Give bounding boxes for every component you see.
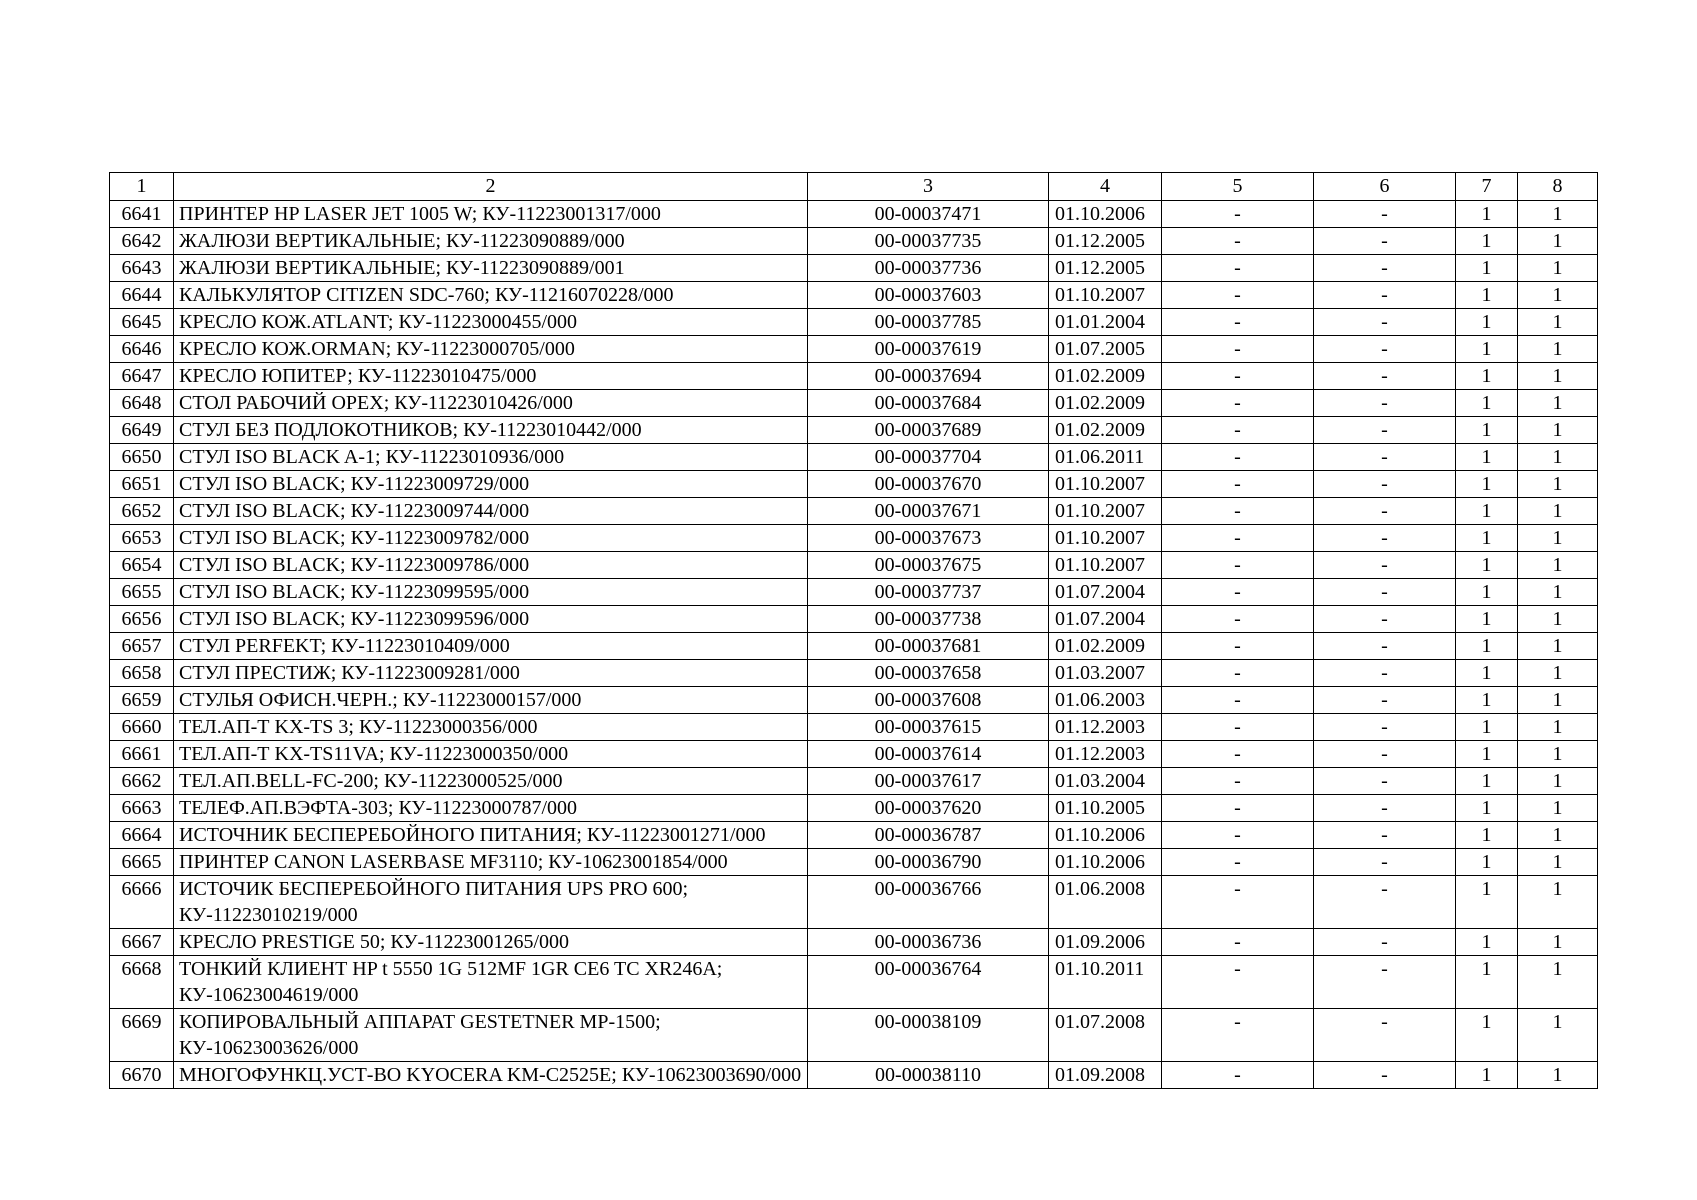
column-5-cell: - [1162, 633, 1314, 660]
table-row [110, 660, 1598, 687]
column-7-cell: 1 [1456, 255, 1518, 282]
inventory-code-cell: 00-00037737 [808, 579, 1049, 606]
inventory-code-cell: 00-00037614 [808, 741, 1049, 768]
column-5-cell: - [1162, 498, 1314, 525]
row-number-cell: 6643 [110, 255, 174, 282]
column-8-cell: 1 [1518, 714, 1598, 741]
inventory-code-cell: 00-00038110 [808, 1062, 1049, 1089]
date-cell: 01.06.2008 [1049, 876, 1162, 929]
column-7-cell: 1 [1456, 579, 1518, 606]
table-row [110, 282, 1598, 309]
table-row [110, 579, 1598, 606]
date-cell: 01.12.2005 [1049, 228, 1162, 255]
inventory-code-cell: 00-00037704 [808, 444, 1049, 471]
date-cell: 01.09.2006 [1049, 929, 1162, 956]
inventory-code-cell: 00-00037689 [808, 417, 1049, 444]
column-7-cell: 1 [1456, 201, 1518, 228]
item-name-cell: ТЕЛЕФ.АП.ВЭФТА-303; КУ-11223000787/000 [174, 795, 808, 822]
column-5-cell: - [1162, 282, 1314, 309]
row-number-cell: 6655 [110, 579, 174, 606]
column-6-cell: - [1314, 956, 1456, 1009]
item-name-cell: СТУЛ ISO BLACK; КУ-11223009786/000 [174, 552, 808, 579]
inventory-code-cell: 00-00037671 [808, 498, 1049, 525]
inventory-code-cell: 00-00037670 [808, 471, 1049, 498]
column-8-cell: 1 [1518, 525, 1598, 552]
date-cell: 01.10.2006 [1049, 849, 1162, 876]
column-6-cell: - [1314, 822, 1456, 849]
row-number-cell: 6657 [110, 633, 174, 660]
column-header: 7 [1456, 173, 1518, 201]
item-name-cell: ТОНКИЙ КЛИЕНТ HP t 5550 1G 512MF 1GR CE6 TC XR246A; КУ-10623004619/000 [174, 956, 808, 1009]
column-8-cell: 1 [1518, 309, 1598, 336]
item-name-cell: СТУЛ ISO BLACK; КУ-11223009729/000 [174, 471, 808, 498]
inventory-code-cell: 00-00037738 [808, 606, 1049, 633]
inventory-code-cell: 00-00036736 [808, 929, 1049, 956]
item-name-cell: ТЕЛ.АП-Т KX-TS11VA; КУ-11223000350/000 [174, 741, 808, 768]
column-5-cell: - [1162, 255, 1314, 282]
column-6-cell: - [1314, 606, 1456, 633]
column-7-cell: 1 [1456, 1062, 1518, 1089]
inventory-code-cell: 00-00037619 [808, 336, 1049, 363]
table-row [110, 498, 1598, 525]
column-8-cell: 1 [1518, 1009, 1598, 1062]
table-body [110, 173, 1598, 1089]
column-7-cell: 1 [1456, 525, 1518, 552]
table-row [110, 309, 1598, 336]
column-7-cell: 1 [1456, 660, 1518, 687]
column-6-cell: - [1314, 498, 1456, 525]
column-7-cell: 1 [1456, 363, 1518, 390]
column-8-cell: 1 [1518, 444, 1598, 471]
date-cell: 01.10.2011 [1049, 956, 1162, 1009]
inventory-code-cell: 00-00037608 [808, 687, 1049, 714]
column-8-cell: 1 [1518, 795, 1598, 822]
date-cell: 01.10.2006 [1049, 201, 1162, 228]
item-name-cell: КАЛЬКУЛЯТОР CITIZEN SDC-760; КУ-11216070228/000 [174, 282, 808, 309]
table-row [110, 336, 1598, 363]
row-number-cell: 6647 [110, 363, 174, 390]
row-number-cell: 6662 [110, 768, 174, 795]
date-cell: 01.06.2011 [1049, 444, 1162, 471]
inventory-code-cell: 00-00037471 [808, 201, 1049, 228]
column-6-cell: - [1314, 1009, 1456, 1062]
inventory-code-cell: 00-00038109 [808, 1009, 1049, 1062]
column-5-cell: - [1162, 876, 1314, 929]
row-number-cell: 6644 [110, 282, 174, 309]
item-name-cell: ЖАЛЮЗИ ВЕРТИКАЛЬНЫЕ; КУ-11223090889/000 [174, 228, 808, 255]
column-6-cell: - [1314, 741, 1456, 768]
column-7-cell: 1 [1456, 929, 1518, 956]
table-row [110, 390, 1598, 417]
row-number-cell: 6660 [110, 714, 174, 741]
column-7-cell: 1 [1456, 1009, 1518, 1062]
row-number-cell: 6658 [110, 660, 174, 687]
table-row [110, 768, 1598, 795]
date-cell: 01.12.2005 [1049, 255, 1162, 282]
column-5-cell: - [1162, 363, 1314, 390]
table-row [110, 444, 1598, 471]
column-5-cell: - [1162, 660, 1314, 687]
column-8-cell: 1 [1518, 417, 1598, 444]
column-6-cell: - [1314, 849, 1456, 876]
column-8-cell: 1 [1518, 956, 1598, 1009]
column-7-cell: 1 [1456, 498, 1518, 525]
header-row [110, 173, 1598, 201]
item-name-cell: ПРИНТЕР HP LASER JET 1005 W; КУ-11223001317/000 [174, 201, 808, 228]
column-5-cell: - [1162, 795, 1314, 822]
date-cell: 01.10.2007 [1049, 525, 1162, 552]
item-name-cell: КРЕСЛО КОЖ.ATLANT; КУ-11223000455/000 [174, 309, 808, 336]
date-cell: 01.07.2004 [1049, 579, 1162, 606]
column-header: 6 [1314, 173, 1456, 201]
row-number-cell: 6669 [110, 1009, 174, 1062]
date-cell: 01.10.2007 [1049, 471, 1162, 498]
column-7-cell: 1 [1456, 768, 1518, 795]
table-row [110, 228, 1598, 255]
column-5-cell: - [1162, 768, 1314, 795]
table-row [110, 255, 1598, 282]
table-row [110, 201, 1598, 228]
column-5-cell: - [1162, 606, 1314, 633]
table-row [110, 714, 1598, 741]
column-7-cell: 1 [1456, 552, 1518, 579]
column-6-cell: - [1314, 795, 1456, 822]
column-8-cell: 1 [1518, 552, 1598, 579]
inventory-code-cell: 00-00037658 [808, 660, 1049, 687]
column-6-cell: - [1314, 363, 1456, 390]
column-8-cell: 1 [1518, 822, 1598, 849]
row-number-cell: 6654 [110, 552, 174, 579]
item-name-cell: КРЕСЛО PRESTIGE 50; КУ-11223001265/000 [174, 929, 808, 956]
column-7-cell: 1 [1456, 444, 1518, 471]
item-name-cell: СТУЛ ISO BLACK; КУ-11223009744/000 [174, 498, 808, 525]
column-8-cell: 1 [1518, 255, 1598, 282]
item-name-cell: ЖАЛЮЗИ ВЕРТИКАЛЬНЫЕ; КУ-11223090889/001 [174, 255, 808, 282]
row-number-cell: 6646 [110, 336, 174, 363]
date-cell: 01.01.2004 [1049, 309, 1162, 336]
column-5-cell: - [1162, 687, 1314, 714]
row-number-cell: 6649 [110, 417, 174, 444]
date-cell: 01.03.2004 [1049, 768, 1162, 795]
column-7-cell: 1 [1456, 471, 1518, 498]
row-number-cell: 6651 [110, 471, 174, 498]
column-header: 4 [1049, 173, 1162, 201]
inventory-code-cell: 00-00037615 [808, 714, 1049, 741]
date-cell: 01.06.2003 [1049, 687, 1162, 714]
column-7-cell: 1 [1456, 822, 1518, 849]
column-6-cell: - [1314, 552, 1456, 579]
column-5-cell: - [1162, 1062, 1314, 1089]
item-name-cell: СТУЛ БЕЗ ПОДЛОКОТНИКОВ; КУ-11223010442/000 [174, 417, 808, 444]
table-row [110, 633, 1598, 660]
column-6-cell: - [1314, 444, 1456, 471]
inventory-code-cell: 00-00037785 [808, 309, 1049, 336]
column-7-cell: 1 [1456, 336, 1518, 363]
column-5-cell: - [1162, 471, 1314, 498]
inventory-code-cell: 00-00037684 [808, 390, 1049, 417]
item-name-cell: ИСТОЧНИК БЕСПЕРЕБОЙНОГО ПИТАНИЯ; КУ-11223001271/000 [174, 822, 808, 849]
column-5-cell: - [1162, 444, 1314, 471]
column-8-cell: 1 [1518, 876, 1598, 929]
column-8-cell: 1 [1518, 228, 1598, 255]
column-6-cell: - [1314, 417, 1456, 444]
column-8-cell: 1 [1518, 849, 1598, 876]
row-number-cell: 6652 [110, 498, 174, 525]
table-row [110, 849, 1598, 876]
column-5-cell: - [1162, 309, 1314, 336]
date-cell: 01.02.2009 [1049, 363, 1162, 390]
date-cell: 01.02.2009 [1049, 417, 1162, 444]
inventory-code-cell: 00-00037675 [808, 552, 1049, 579]
table-row [110, 741, 1598, 768]
column-5-cell: - [1162, 1009, 1314, 1062]
inventory-code-cell: 00-00036764 [808, 956, 1049, 1009]
date-cell: 01.12.2003 [1049, 714, 1162, 741]
column-header: 5 [1162, 173, 1314, 201]
date-cell: 01.12.2003 [1049, 741, 1162, 768]
inventory-code-cell: 00-00037620 [808, 795, 1049, 822]
column-6-cell: - [1314, 525, 1456, 552]
table-row [110, 471, 1598, 498]
table-row [110, 1062, 1598, 1089]
date-cell: 01.10.2005 [1049, 795, 1162, 822]
column-7-cell: 1 [1456, 741, 1518, 768]
column-5-cell: - [1162, 929, 1314, 956]
row-number-cell: 6650 [110, 444, 174, 471]
inventory-code-cell: 00-00037617 [808, 768, 1049, 795]
column-7-cell: 1 [1456, 795, 1518, 822]
item-name-cell: ТЕЛ.АП-Т KX-TS 3; КУ-11223000356/000 [174, 714, 808, 741]
column-8-cell: 1 [1518, 471, 1598, 498]
row-number-cell: 6656 [110, 606, 174, 633]
column-7-cell: 1 [1456, 714, 1518, 741]
table-row [110, 606, 1598, 633]
column-8-cell: 1 [1518, 390, 1598, 417]
column-8-cell: 1 [1518, 741, 1598, 768]
item-name-cell: СТУЛ PERFEKT; КУ-11223010409/000 [174, 633, 808, 660]
column-7-cell: 1 [1456, 687, 1518, 714]
column-5-cell: - [1162, 201, 1314, 228]
inventory-code-cell: 00-00037603 [808, 282, 1049, 309]
item-name-cell: ИСТОЧИК БЕСПЕРЕБОЙНОГО ПИТАНИЯ UPS PRO 600; КУ-11223010219/000 [174, 876, 808, 929]
column-6-cell: - [1314, 336, 1456, 363]
column-6-cell: - [1314, 471, 1456, 498]
column-5-cell: - [1162, 228, 1314, 255]
column-8-cell: 1 [1518, 687, 1598, 714]
column-8-cell: 1 [1518, 282, 1598, 309]
column-8-cell: 1 [1518, 498, 1598, 525]
item-name-cell: СТУЛ ПРЕСТИЖ; КУ-11223009281/000 [174, 660, 808, 687]
column-5-cell: - [1162, 390, 1314, 417]
date-cell: 01.07.2008 [1049, 1009, 1162, 1062]
column-5-cell: - [1162, 417, 1314, 444]
item-name-cell: СТУЛЬЯ ОФИСН.ЧЕРН.; КУ-11223000157/000 [174, 687, 808, 714]
item-name-cell: МНОГОФУНКЦ.УСТ-ВО KYOCERA KM-C2525E; КУ-10623003690/000 [174, 1062, 808, 1089]
column-7-cell: 1 [1456, 417, 1518, 444]
column-8-cell: 1 [1518, 1062, 1598, 1089]
column-7-cell: 1 [1456, 633, 1518, 660]
item-name-cell: СТУЛ ISO BLACK; КУ-11223099596/000 [174, 606, 808, 633]
table-row [110, 956, 1598, 1009]
date-cell: 01.02.2009 [1049, 633, 1162, 660]
row-number-cell: 6661 [110, 741, 174, 768]
column-6-cell: - [1314, 228, 1456, 255]
row-number-cell: 6653 [110, 525, 174, 552]
column-6-cell: - [1314, 714, 1456, 741]
column-7-cell: 1 [1456, 849, 1518, 876]
item-name-cell: ПРИНТЕР CANON LASERBASE MF3110; КУ-10623001854/000 [174, 849, 808, 876]
row-number-cell: 6663 [110, 795, 174, 822]
date-cell: 01.10.2006 [1049, 822, 1162, 849]
column-8-cell: 1 [1518, 201, 1598, 228]
column-6-cell: - [1314, 282, 1456, 309]
row-number-cell: 6648 [110, 390, 174, 417]
table-row [110, 876, 1598, 929]
row-number-cell: 6664 [110, 822, 174, 849]
column-7-cell: 1 [1456, 309, 1518, 336]
row-number-cell: 6665 [110, 849, 174, 876]
row-number-cell: 6642 [110, 228, 174, 255]
column-6-cell: - [1314, 687, 1456, 714]
inventory-table [109, 172, 1598, 1089]
column-5-cell: - [1162, 525, 1314, 552]
column-8-cell: 1 [1518, 606, 1598, 633]
table-row [110, 687, 1598, 714]
column-5-cell: - [1162, 579, 1314, 606]
column-6-cell: - [1314, 633, 1456, 660]
date-cell: 01.09.2008 [1049, 1062, 1162, 1089]
column-5-cell: - [1162, 336, 1314, 363]
row-number-cell: 6670 [110, 1062, 174, 1089]
column-7-cell: 1 [1456, 282, 1518, 309]
date-cell: 01.10.2007 [1049, 282, 1162, 309]
column-6-cell: - [1314, 660, 1456, 687]
column-8-cell: 1 [1518, 929, 1598, 956]
row-number-cell: 6668 [110, 956, 174, 1009]
date-cell: 01.10.2007 [1049, 498, 1162, 525]
item-name-cell: ТЕЛ.АП.BELL-FC-200; КУ-11223000525/000 [174, 768, 808, 795]
inventory-code-cell: 00-00036766 [808, 876, 1049, 929]
column-8-cell: 1 [1518, 633, 1598, 660]
item-name-cell: СТУЛ ISO BLACK; КУ-11223009782/000 [174, 525, 808, 552]
column-header: 3 [808, 173, 1049, 201]
date-cell: 01.02.2009 [1049, 390, 1162, 417]
column-6-cell: - [1314, 579, 1456, 606]
table-row [110, 822, 1598, 849]
column-7-cell: 1 [1456, 390, 1518, 417]
table-row [110, 417, 1598, 444]
column-6-cell: - [1314, 1062, 1456, 1089]
date-cell: 01.07.2005 [1049, 336, 1162, 363]
column-6-cell: - [1314, 929, 1456, 956]
column-header: 1 [110, 173, 174, 201]
column-8-cell: 1 [1518, 336, 1598, 363]
column-7-cell: 1 [1456, 228, 1518, 255]
inventory-code-cell: 00-00036787 [808, 822, 1049, 849]
table-row [110, 929, 1598, 956]
item-name-cell: СТОЛ РАБОЧИЙ ОРЕХ; КУ-11223010426/000 [174, 390, 808, 417]
column-8-cell: 1 [1518, 768, 1598, 795]
item-name-cell: КРЕСЛО КОЖ.ORMAN; КУ-11223000705/000 [174, 336, 808, 363]
item-name-cell: КОПИРОВАЛЬНЫЙ АППАРАТ GESTETNER MP-1500; КУ-10623003626/000 [174, 1009, 808, 1062]
item-name-cell: СТУЛ ISO BLACK; КУ-11223099595/000 [174, 579, 808, 606]
column-6-cell: - [1314, 876, 1456, 929]
date-cell: 01.07.2004 [1049, 606, 1162, 633]
inventory-code-cell: 00-00037681 [808, 633, 1049, 660]
item-name-cell: СТУЛ ISO BLACK A-1; КУ-11223010936/000 [174, 444, 808, 471]
inventory-code-cell: 00-00037673 [808, 525, 1049, 552]
row-number-cell: 6667 [110, 929, 174, 956]
row-number-cell: 6666 [110, 876, 174, 929]
inventory-code-cell: 00-00037736 [808, 255, 1049, 282]
column-8-cell: 1 [1518, 579, 1598, 606]
row-number-cell: 6659 [110, 687, 174, 714]
column-6-cell: - [1314, 390, 1456, 417]
column-5-cell: - [1162, 822, 1314, 849]
item-name-cell: КРЕСЛО ЮПИТЕР; КУ-11223010475/000 [174, 363, 808, 390]
table-row [110, 552, 1598, 579]
column-header: 8 [1518, 173, 1598, 201]
column-8-cell: 1 [1518, 660, 1598, 687]
table-row [110, 363, 1598, 390]
column-5-cell: - [1162, 714, 1314, 741]
inventory-code-cell: 00-00036790 [808, 849, 1049, 876]
table-row [110, 1009, 1598, 1062]
inventory-code-cell: 00-00037735 [808, 228, 1049, 255]
inventory-code-cell: 00-00037694 [808, 363, 1049, 390]
date-cell: 01.10.2007 [1049, 552, 1162, 579]
column-6-cell: - [1314, 255, 1456, 282]
column-5-cell: - [1162, 552, 1314, 579]
date-cell: 01.03.2007 [1049, 660, 1162, 687]
column-5-cell: - [1162, 741, 1314, 768]
column-6-cell: - [1314, 201, 1456, 228]
row-number-cell: 6641 [110, 201, 174, 228]
column-6-cell: - [1314, 768, 1456, 795]
column-7-cell: 1 [1456, 606, 1518, 633]
column-header: 2 [174, 173, 808, 201]
column-7-cell: 1 [1456, 876, 1518, 929]
column-5-cell: - [1162, 956, 1314, 1009]
table-row [110, 525, 1598, 552]
column-8-cell: 1 [1518, 363, 1598, 390]
column-5-cell: - [1162, 849, 1314, 876]
column-6-cell: - [1314, 309, 1456, 336]
column-7-cell: 1 [1456, 956, 1518, 1009]
table-row [110, 795, 1598, 822]
row-number-cell: 6645 [110, 309, 174, 336]
